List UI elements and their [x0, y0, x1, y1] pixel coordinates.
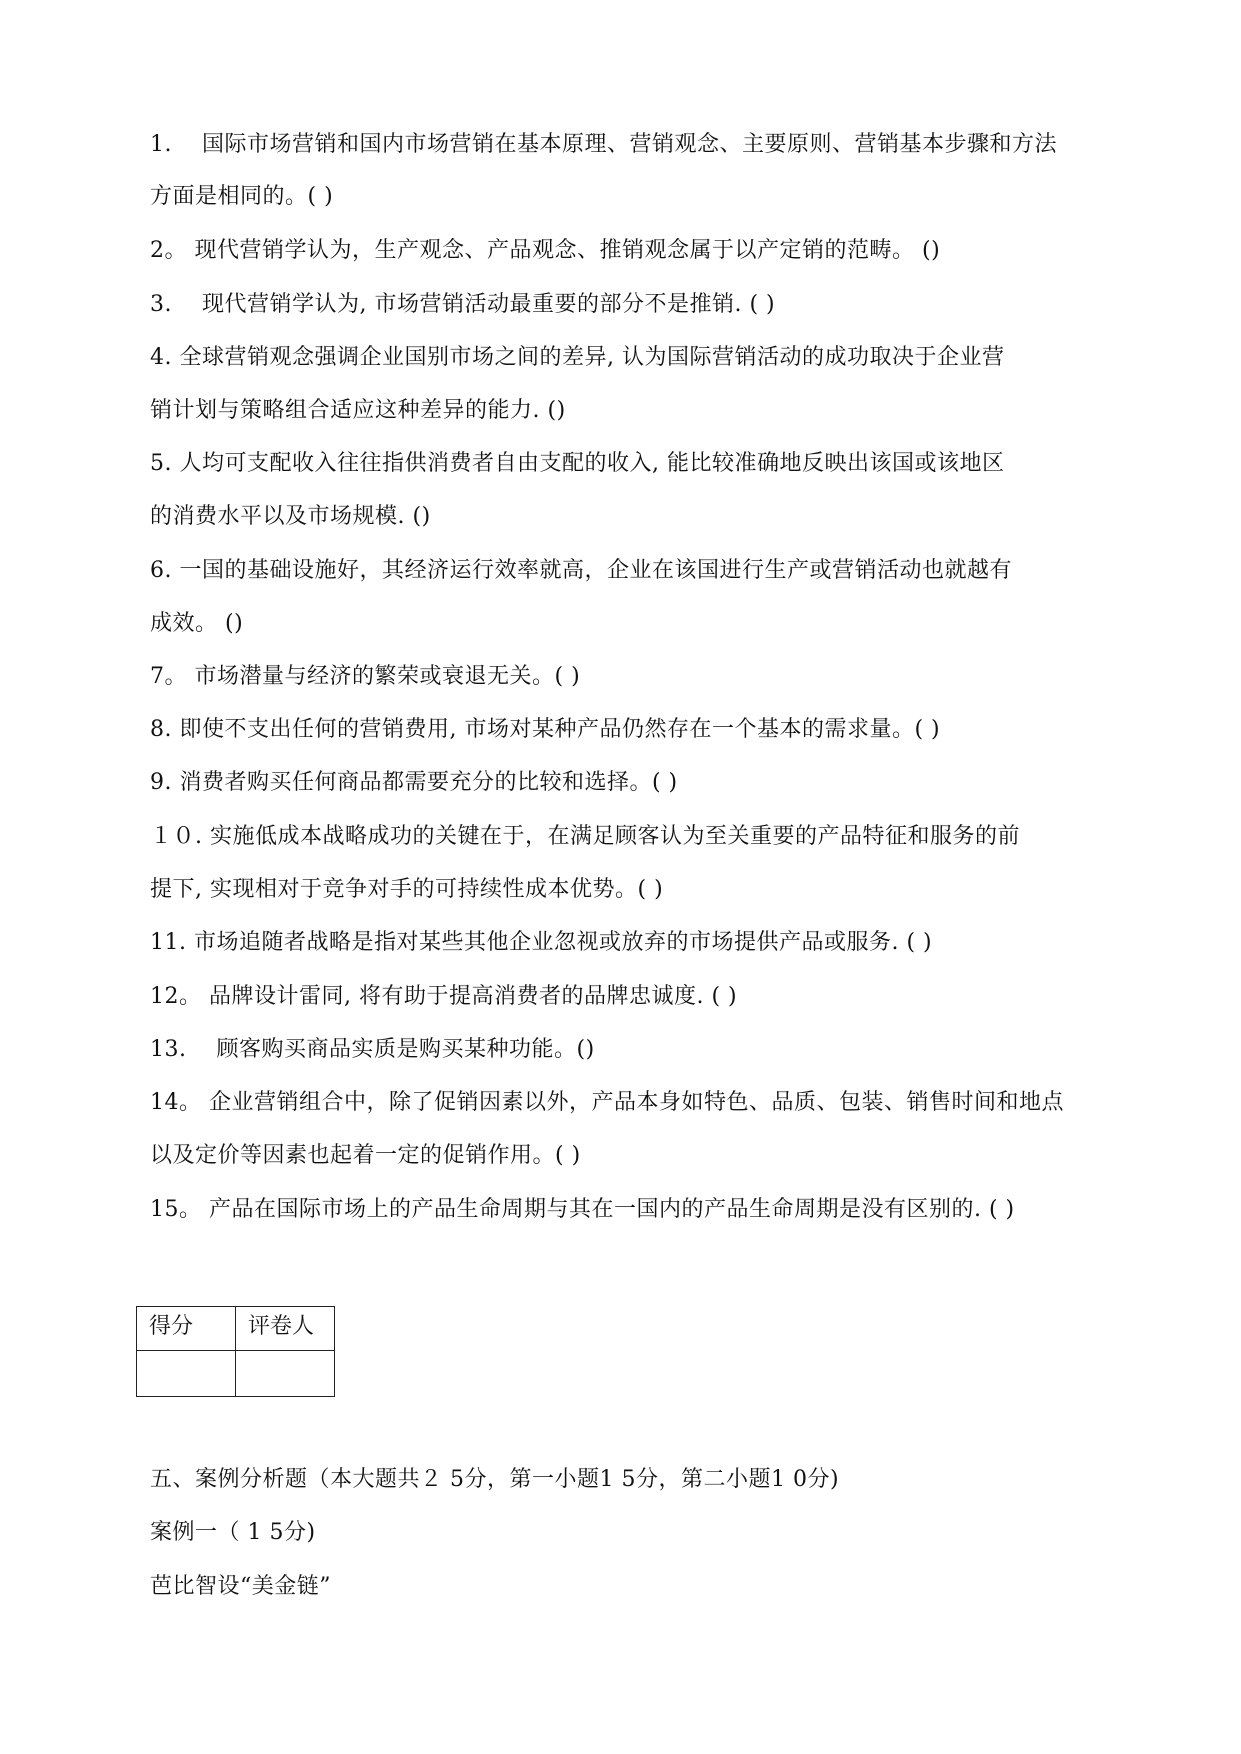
question-14-line-2: 以及定价等因素也起着一定的促销作用。( ): [150, 1143, 581, 1168]
question-10-line-1: １０. 实施低成本战略成功的关键在于，在满足顾客认为至关重要的产品特征和服务的前: [150, 824, 1020, 849]
question-5-line-1: 5. 人均可支配收入往往指供消费者自由支配的收入, 能比较准确地反映出该国或该地区: [150, 451, 1005, 476]
case-1-heading: 案例一（ 1 5分): [150, 1520, 316, 1545]
case-1-title: 芭比智设“美金链”: [150, 1574, 331, 1599]
question-15: 15。 产品在国际市场上的产品生命周期与其在一国内的产品生命周期是没有区别的. ( ): [150, 1197, 1015, 1222]
question-13: 13. 顾客购买商品实质是购买某种功能。(): [150, 1037, 595, 1062]
question-1-line-2: 方面是相同的。( ): [150, 184, 334, 209]
score-table: [136, 1306, 335, 1397]
question-14-line-1: 14。 企业营销组合中，除了促销因素以外，产品本身如特色、品质、包装、销售时间和地点: [150, 1090, 1064, 1115]
grader-header: 评卷人: [236, 1307, 335, 1351]
question-9: 9. 消费者购买任何商品都需要充分的比较和选择。( ): [150, 770, 678, 795]
question-11: 11. 市场追随者战略是指对某些其他企业忽视或放弃的市场提供产品或服务. ( ): [150, 930, 933, 955]
question-4-line-1: 4. 全球营销观念强调企业国别市场之间的差异, 认为国际营销活动的成功取决于企业营: [150, 345, 1005, 370]
question-6-line-2: 成效。 (): [150, 611, 244, 636]
grader-cell: [236, 1351, 335, 1397]
question-6-line-1: 6. 一国的基础设施好，其经济运行效率就高，企业在该国进行生产或营销活动也就越有: [150, 558, 1012, 583]
question-3: 3. 现代营销学认为, 市场营销活动最重要的部分不是推销. ( ): [150, 292, 776, 317]
question-1-line-1: 1. 国际市场营销和国内市场营销在基本原理、营销观念、主要原则、营销基本步骤和方法: [150, 132, 1057, 157]
section-5-title: 五、案例分析题（本大题共２ 5分，第一小题1 5分，第二小题1 0分): [150, 1467, 840, 1492]
question-7: 7。 市场潜量与经济的繁荣或衰退无关。( ): [150, 664, 581, 689]
score-cell: [137, 1351, 236, 1397]
question-8: 8. 即使不支出任何的营销费用, 市场对某种产品仍然存在一个基本的需求量。( ): [150, 717, 941, 742]
question-12: 12。 品牌设计雷同, 将有助于提高消费者的品牌忠诚度. ( ): [150, 984, 738, 1009]
question-5-line-2: 的消费水平以及市场规模. (): [150, 504, 431, 529]
score-header: 得分: [137, 1307, 236, 1351]
question-4-line-2: 销计划与策略组合适应这种差异的能力. (): [150, 398, 566, 423]
question-10-line-2: 提下, 实现相对于竞争对手的可持续性成本优势。( ): [150, 877, 664, 902]
question-2: 2。 现代营销学认为，生产观念、产品观念、推销观念属于以产定销的范畴。 (): [150, 238, 941, 263]
